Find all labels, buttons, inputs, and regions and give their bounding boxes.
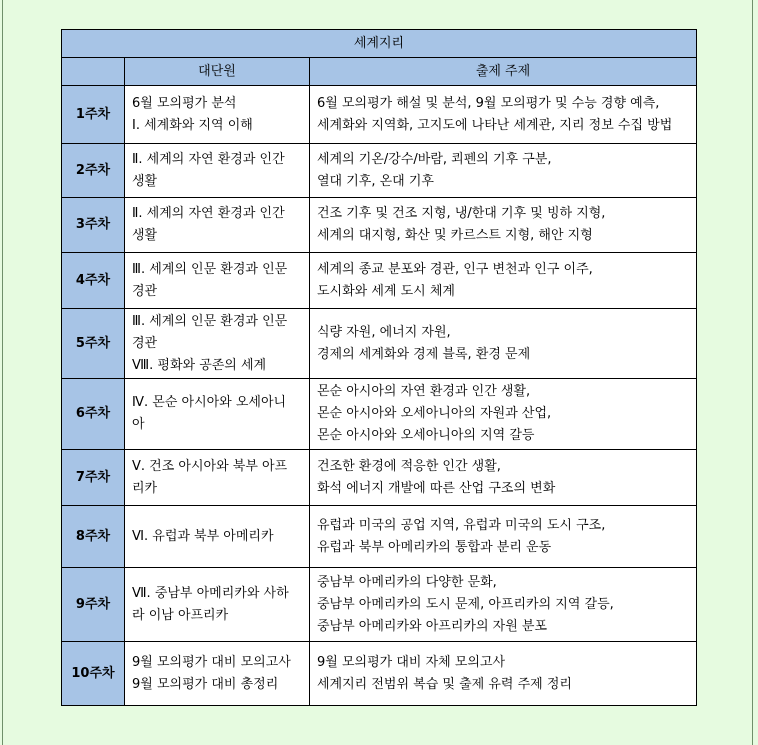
week-label: 10주차: [62, 642, 125, 706]
topic-line: 몬순 아시아와 오세아니아의 자원과 산업,: [317, 406, 552, 421]
unit-line: Ⅳ. 몬순 아시아와 오세아니: [132, 395, 287, 410]
topic-line: 세계지리 전범위 복습 및 출제 유력 주제 정리: [317, 676, 572, 692]
unit-line: Ⅴ. 건조 아시아와 북부 아프: [132, 458, 288, 474]
unit-line: Ⅱ. 세계의 자연 환경과 인간: [132, 151, 285, 167]
topic-cell: [310, 568, 697, 642]
table-row: [62, 86, 697, 144]
topic-line: 유럽과 미국의 공업 지역, 유럽과 미국의 도시 구조,: [317, 517, 606, 533]
unit-line: 9월 모의평가 대비 총정리: [132, 676, 279, 692]
topic-cell: [310, 86, 697, 144]
topic-line: 화석 에너지 개발에 따른 산업 구조의 변화: [317, 480, 556, 496]
unit-cell: [125, 86, 310, 144]
unit-line: 아: [132, 417, 145, 432]
unit-line: Ⅱ. 세계의 자연 환경과 인간: [132, 206, 285, 221]
topic-line: 중남부 아메리카와 아프리카의 자원 분포: [317, 618, 548, 634]
unit-cell: [125, 568, 310, 642]
topic-cell: [310, 144, 697, 198]
unit-cell: [125, 379, 310, 450]
table-row: [62, 198, 697, 253]
topic-line: 유럽과 북부 아메리카의 통합과 분리 운동: [317, 539, 552, 555]
topic-line: 세계화와 지역화, 고지도에 나타난 세계관, 지리 정보 수집 방법: [317, 117, 673, 133]
unit-cell: [125, 144, 310, 198]
topic-line: 몬순 아시아의 자연 환경과 인간 생활,: [317, 384, 531, 399]
unit-line: 6월 모의평가 분석: [132, 95, 237, 111]
unit-line: 라 이남 아프리카: [132, 607, 229, 623]
unit-line: Ⅲ. 세계의 인문 환경과 인문: [132, 261, 288, 277]
unit-cell: [125, 198, 310, 253]
unit-line: Ⅲ. 세계의 인문 환경과 인문: [132, 313, 288, 329]
unit-line: 리카: [132, 480, 158, 496]
unit-line: Ⅶ. 중남부 아메리카와 사하: [132, 585, 289, 601]
unit-line: Ⅷ. 평화와 공존의 세계: [132, 357, 267, 373]
unit-line: Ⅵ. 유럽과 북부 아메리카: [132, 528, 274, 544]
schedule-table: [61, 29, 697, 706]
week-label: 4주차: [62, 253, 125, 309]
topic-cell: [310, 450, 697, 506]
table-row: [62, 253, 697, 309]
topic-line: 9월 모의평가 대비 자체 모의고사: [317, 654, 506, 670]
unit-line: 경관: [132, 335, 158, 351]
table-body: [62, 86, 697, 706]
topic-cell: [310, 198, 697, 253]
topic-line: 몬순 아시아와 오세아니아의 지역 갈등: [317, 428, 535, 443]
week-label: 9주차: [62, 568, 125, 642]
topic-line: 세계의 기온/강수/바람, 쾨펜의 기후 구분,: [317, 151, 552, 167]
topic-line: 세계의 종교 분포와 경관, 인구 변천과 인구 이주,: [317, 261, 593, 277]
topic-line: 경제의 세계화와 경제 블록, 환경 문제: [317, 346, 531, 362]
unit-column-header: 대단원: [125, 58, 310, 86]
unit-line: Ⅰ. 세계화와 지역 이해: [132, 117, 253, 133]
table-row: [62, 309, 697, 379]
week-label: 5주차: [62, 309, 125, 379]
week-label: 1주차: [62, 86, 125, 144]
table-row: [62, 568, 697, 642]
unit-line: 생활: [132, 228, 158, 243]
unit-line: 9월 모의평가 대비 모의고사: [132, 654, 291, 670]
topic-cell: [310, 642, 697, 706]
unit-cell: [125, 506, 310, 568]
topic-cell: [310, 379, 697, 450]
topic-line: 중남부 아메리카의 다양한 문화,: [317, 574, 497, 590]
week-label: 6주차: [62, 379, 125, 450]
table-row: [62, 379, 697, 450]
unit-cell: [125, 642, 310, 706]
topic-cell: [310, 506, 697, 568]
topic-line: 열대 기후, 온대 기후: [317, 173, 434, 189]
week-label: 7주차: [62, 450, 125, 506]
topic-line: 건조 기후 및 건조 지형, 냉/한대 기후 및 빙하 지형,: [317, 206, 606, 221]
topic-line: 세계의 대지형, 화산 및 카르스트 지형, 해안 지형: [317, 228, 593, 243]
week-label: 2주차: [62, 144, 125, 198]
topic-line: 건조한 환경에 적응한 인간 생활,: [317, 458, 501, 474]
unit-line: 경관: [132, 283, 158, 299]
table-title: 세계지리: [62, 30, 697, 58]
topic-line: 중남부 아메리카의 도시 문제, 아프리카의 지역 갈등,: [317, 596, 614, 612]
topic-line: 식량 자원, 에너지 자원,: [317, 324, 451, 340]
unit-cell: [125, 450, 310, 506]
topic-cell: [310, 253, 697, 309]
table-row: [62, 642, 697, 706]
topic-line: 도시화와 세계 도시 체계: [317, 283, 455, 299]
unit-cell: [125, 309, 310, 379]
blank-header: [62, 58, 125, 86]
week-label: 3주차: [62, 198, 125, 253]
table-row: [62, 450, 697, 506]
topic-line: 6월 모의평가 해설 및 분석, 9월 모의평가 및 수능 경향 예측,: [317, 95, 660, 111]
unit-cell: [125, 253, 310, 309]
week-label: 8주차: [62, 506, 125, 568]
table-row: [62, 144, 697, 198]
topic-column-header: 출제 주제: [310, 58, 697, 86]
unit-line: 생활: [132, 173, 158, 189]
topic-cell: [310, 309, 697, 379]
table-row: [62, 506, 697, 568]
